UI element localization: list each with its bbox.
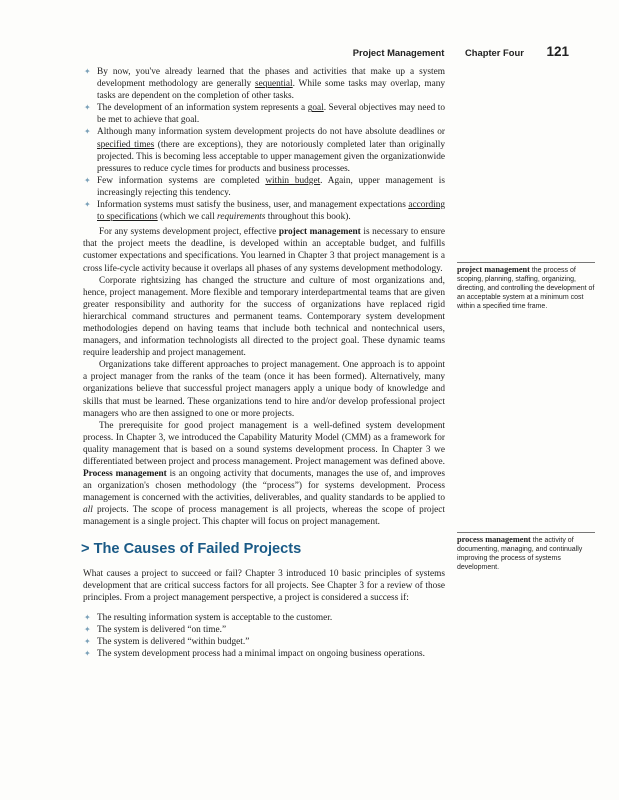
list-item: [83, 648, 445, 660]
success-criteria-list: [83, 612, 445, 660]
underlined-phrase: according to specifications: [97, 200, 445, 223]
paragraph-project-management: For any systems development project, effective project management is necessary to ensure that the project meets the deadline, is developed within an acceptable budget, and fulfills customer expectations and specifications. You learned in Chapter 3 that project management is a cross life-cycle activity because it overlaps all phases of any systems development methodology.: [83, 227, 445, 274]
bullet-text: The resulting information system is acceptable to the customer.: [97, 612, 333, 623]
underlined-phrase: within budget: [265, 175, 321, 186]
list-item: [83, 612, 445, 624]
paragraph-approaches: Organizations take different approaches to project management. One approach is to appoint a project manager from the ranks of the team (once it has been formed). Alternatively, many organizations believe that successful project managers apply a unique body of knowledge and skills that must be learned. These organizations tend to hire and/or develop professional project managers who are then assigned to one or more projects.: [83, 360, 445, 419]
margin-note-process-management: [457, 532, 595, 572]
bullet-text: Few information systems are completed within budget. Again, upper management is increasingly rejecting this tendency.: [97, 175, 445, 198]
emphasis: all: [83, 505, 93, 516]
header-chapter: Chapter Four: [465, 47, 524, 58]
list-item: [83, 199, 445, 223]
margin-note-definition: the activity of documenting, managing, and continually improving the process of systems development.: [457, 537, 583, 571]
bullet-text: By now, you've already learned that the phases and activities that make up a system development methodology are generally sequential. While some tasks may overlap, many tasks are dependent on the completion of other tasks.: [97, 67, 445, 102]
margin-note-term: process management: [457, 535, 531, 544]
margin-note-project-management: [457, 262, 595, 311]
bullet-icon: ✦: [84, 637, 91, 647]
emphasis: requirements: [217, 212, 266, 223]
bullet-icon: ✦: [84, 103, 91, 113]
section-heading-text: The Causes of Failed Projects: [93, 540, 302, 557]
margin-note-definition: the process of scoping, planning, staffing, organizing, directing, and controlling the development of an acceptable system at a minimum cost within a specified time frame.: [457, 267, 595, 310]
section-intro-paragraph: What causes a project to succeed or fail? Chapter 3 introduced 10 basic principles of systems development that are critical success factors for all projects. See Chapter 3 for a review of those principles. From a project management perspective, a project is considered a success if:: [83, 568, 445, 603]
list-item: [83, 624, 445, 636]
bullet-text: The system is delivered “on time.”: [97, 624, 227, 635]
bullet-icon: ✦: [84, 612, 91, 622]
list-item: [83, 175, 445, 199]
bullet-icon: ✦: [84, 175, 91, 185]
bullet-text: The system development process had a minimal impact on ongoing business operations.: [97, 649, 425, 660]
underlined-phrase: specified times: [97, 139, 155, 150]
list-item: [83, 102, 445, 126]
underlined-phrase: goal: [307, 103, 324, 114]
bullet-icon: ✦: [84, 127, 91, 137]
bullet-icon: ✦: [84, 649, 91, 659]
running-header: [0, 44, 569, 59]
bullet-text: The system is delivered “within budget.”: [97, 637, 250, 648]
header-section-title: Project Management: [352, 47, 445, 58]
bullet-icon: ✦: [84, 624, 91, 634]
paragraph-process-management: The prerequisite for good project management is a well-defined system development process. In Chapter 3, we introduced the Capability Maturity Model (CMM) as a framework for quality management that is based on a sound systems development process. In Chapter 3 we differentiated between project and process management. Project management was defined above. Process management is an ongoing activity that documents, manages the use of, and improves an organization's chosen methodology (the “process”) for systems development. Process management is concerned with the activities, deliverables, and quality standards to be applied to all projects. The scope of process management is all projects, whereas the scope of project management is a single project. This chapter will focus on project management.: [83, 420, 445, 528]
list-item: [83, 126, 445, 174]
bullet-text: The development of an information system represents a goal. Several objectives may need to be met to achieve that goal.: [97, 103, 445, 126]
bullet-text: Although many information system development projects do not have absolute deadlines or specified times (there are exceptions), they are notoriously completed later than originally projected. This is becoming less acceptable to upper management given the organizationwide pressures to reduce cycle times for products and business processes.: [97, 127, 445, 174]
bullet-icon: ✦: [84, 67, 91, 76]
margin-note-term: project management: [457, 265, 530, 274]
section-heading: [81, 540, 445, 558]
list-item: [83, 636, 445, 648]
intro-bullet-list: [83, 66, 445, 223]
paragraph-rightsizing: Corporate rightsizing has changed the structure and culture of most organizations and, hence, project management. More flexible and temporary interdepartmental teams that are given greater responsibility and authority for the success of organizations have replaced rigid hierarchical command structures and permanent teams. Contemporary system development methodologies depend on having teams that include both technical and nontechnical users, managers, and information technologists all directed to the project goal. These dynamic teams require leadership and project management.: [83, 275, 445, 359]
main-text-column: [83, 66, 445, 663]
page-number: 121: [546, 44, 569, 59]
bullet-text: Information systems must satisfy the business, user, and management expectations according to specifications (which we call requirements throughout this book).: [97, 200, 445, 223]
list-item: [83, 66, 445, 102]
key-term: Process management: [83, 469, 167, 480]
bullet-icon: ✦: [84, 200, 91, 210]
section-heading-arrow: >: [81, 540, 90, 557]
key-term: project management: [278, 227, 361, 238]
underlined-phrase: sequential: [254, 79, 293, 90]
